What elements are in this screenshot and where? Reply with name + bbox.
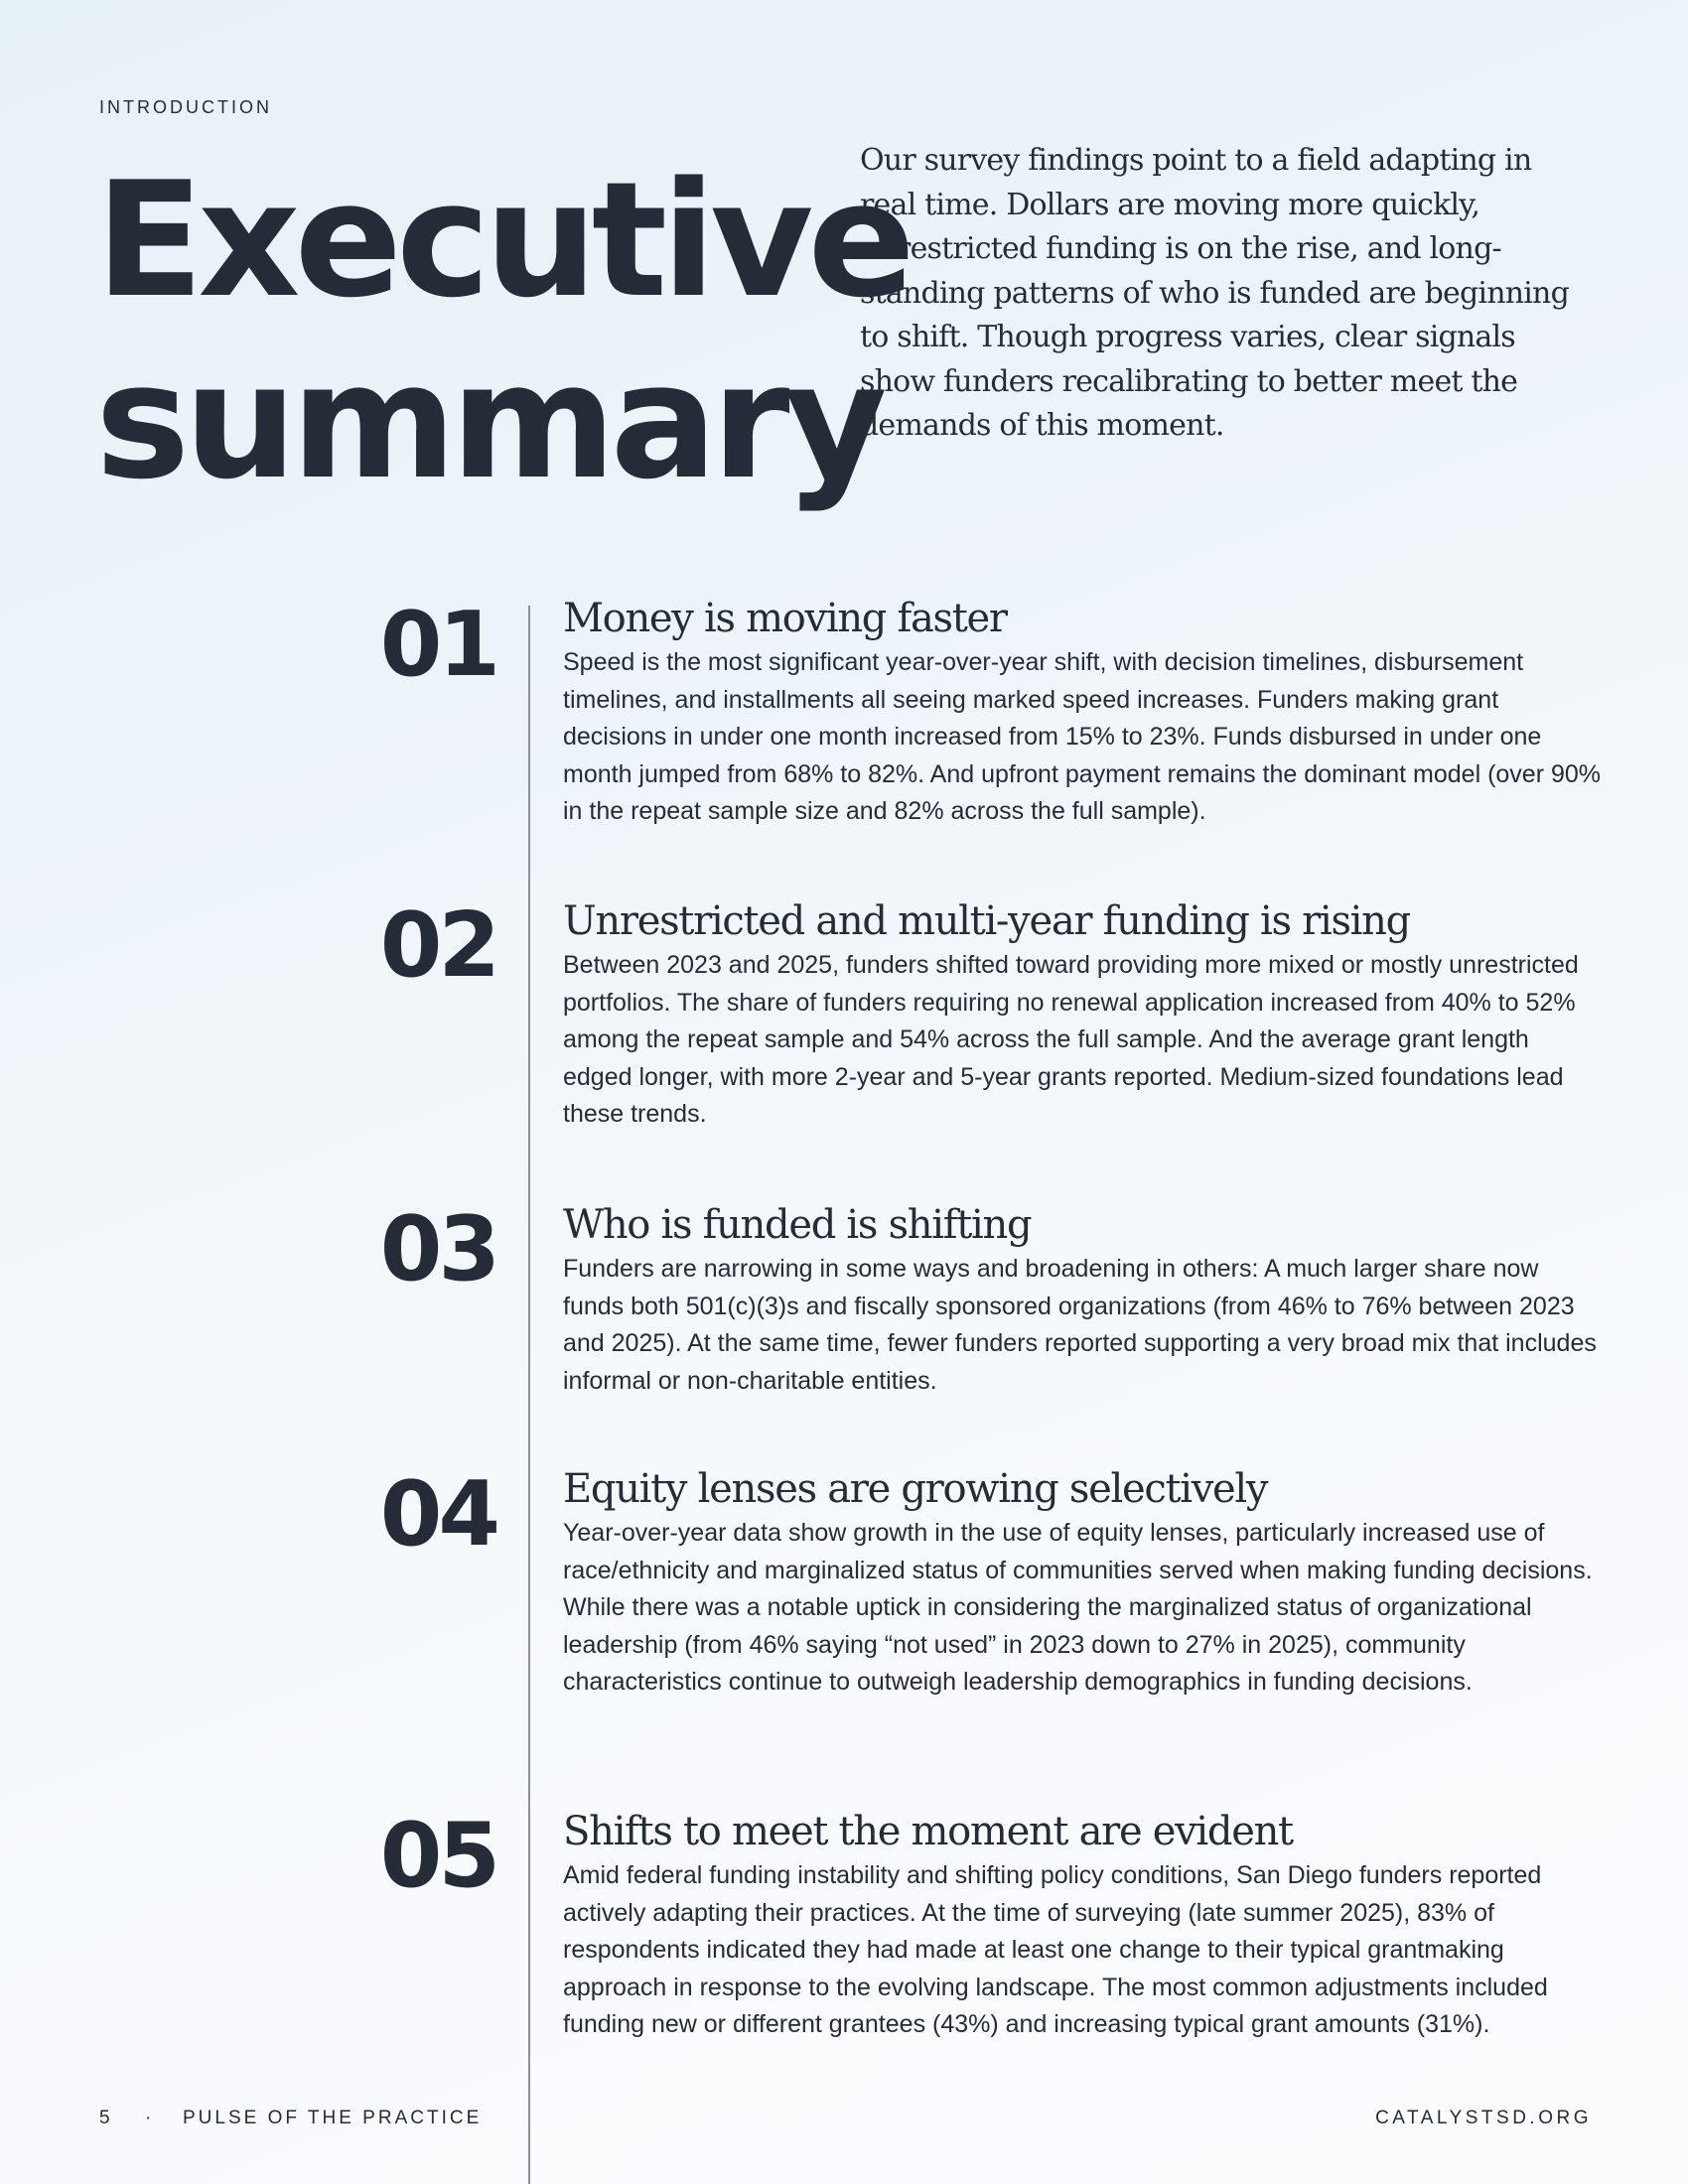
page-number: 5 bbox=[99, 2108, 113, 2128]
section-eyebrow: INTRODUCTION bbox=[99, 97, 272, 117]
intro-paragraph: Our survey findings point to a field adapting in real time. Dollars are moving more quickly, unrestricted funding is on the rise, and long-standing patterns of who is funded are beginning to shift. Though progress varies, clear signals show funders recalibrating to better meet the demands of this moment. bbox=[860, 143, 1569, 443]
finding-number: 05 bbox=[379, 1804, 496, 1908]
finding-body: Amid federal funding instability and shifting policy conditions, San Diego funders reported actively adapting their practices. At the time of surveying (late summer 2025), 83% of respondents indicated they had made at least one change to their typical grantmaking approach in response to the evolving landscape. The most common adjustments included funding new or different grantees (43%) and increasing typical grant amounts (31%). bbox=[563, 1861, 1548, 2038]
divider-line bbox=[528, 606, 530, 2184]
finding-title: Shifts to meet the moment are evident bbox=[563, 1809, 1293, 1854]
finding-number: 02 bbox=[379, 893, 496, 998]
finding-title: Money is moving faster bbox=[563, 596, 1007, 641]
page-title-line-2: summary bbox=[95, 329, 882, 514]
finding-body: Speed is the most significant year-over-year shift, with decision timelines, disbursement timelines, and installments all seeing marked speed increases. Funders making grant decisions in under one month increased from 15% to 23%. Funds disbursed in under one month jumped from 68% to 82%. And upfront payment remains the dominant model (over 90% in the repeat sample size and 82% across the full sample). bbox=[563, 648, 1602, 825]
publication-name: PULSE OF THE PRACTICE bbox=[183, 2108, 483, 2128]
finding-item bbox=[563, 593, 1601, 831]
finding-item bbox=[563, 1463, 1601, 1702]
finding-item bbox=[563, 1199, 1601, 1400]
finding-item bbox=[563, 1806, 1601, 2044]
finding-body: Funders are narrowing in some ways and broadening in others: A much larger share now funds both 501(c)(3)s and fiscally sponsored organizations (from 46% to 76% between 2023 and 2025). At the same time, fewer funders reported supporting a very broad mix that includes informal or non-charitable entities. bbox=[563, 1255, 1597, 1395]
finding-body: Year-over-year data show growth in the use of equity lenses, particularly increased use of race/ethnicity and marginalized status of communities served when making funding decisions. While there was a notable uptick in considering the marginalized status of organizational leadership (from 46% saying “not used” in 2023 down to 27% in 2025), community characteristics continue to outweigh leadership demographics in funding decisions. bbox=[563, 1519, 1593, 1696]
finding-title: Equity lenses are growing selectively bbox=[563, 1466, 1268, 1512]
website-link[interactable]: CATALYSTSD.ORG bbox=[1375, 2108, 1592, 2128]
page-title-line-1: Executive bbox=[95, 147, 910, 333]
footer-separator: · bbox=[145, 2108, 155, 2128]
page-title bbox=[95, 149, 910, 512]
finding-item bbox=[563, 895, 1601, 1134]
finding-title: Who is funded is shifting bbox=[563, 1202, 1032, 1248]
finding-number: 01 bbox=[379, 593, 496, 697]
finding-number: 04 bbox=[379, 1462, 496, 1567]
finding-number: 03 bbox=[379, 1197, 496, 1301]
finding-title: Unrestricted and multi-year funding is rising bbox=[563, 898, 1410, 944]
finding-body: Between 2023 and 2025, funders shifted toward providing more mixed or mostly unrestricted portfolios. The share of funders requiring no renewal application increased from 40% to 52% among the repeat sample and 54% across the full sample. And the average grant length edged longer, with more 2-year and 5-year grants reported. Medium-sized foundations lead these trends. bbox=[563, 951, 1579, 1128]
